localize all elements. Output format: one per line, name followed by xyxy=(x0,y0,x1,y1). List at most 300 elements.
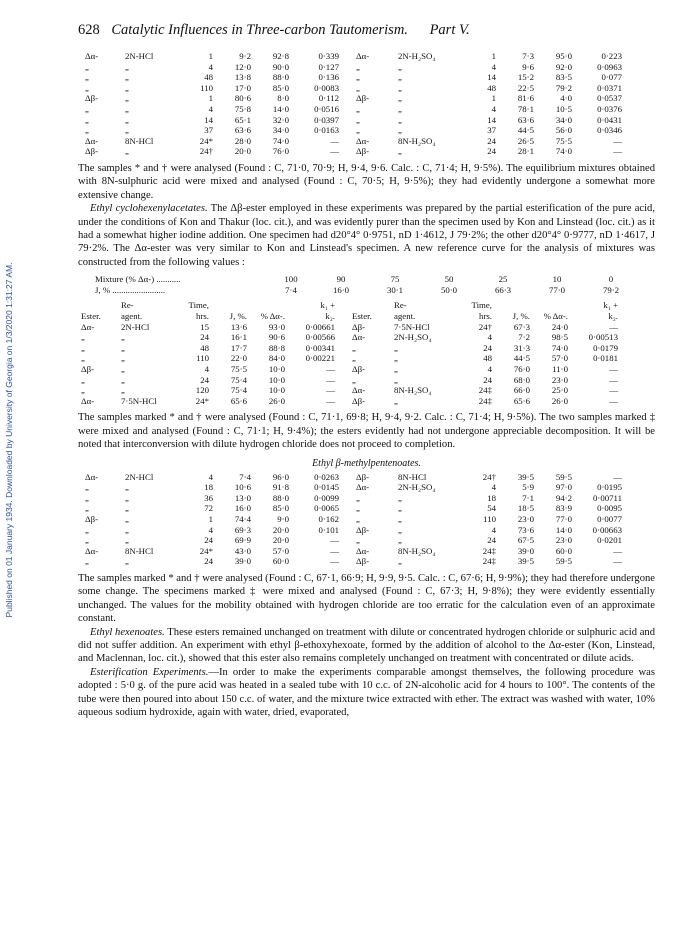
table-cell: 4 xyxy=(487,363,492,374)
table-cell: 0·0376 xyxy=(597,103,622,114)
table-cell: 59·5 xyxy=(555,556,572,567)
table-header-row xyxy=(78,311,621,322)
table-row xyxy=(82,472,625,483)
table-cell: 15·2 xyxy=(517,72,534,83)
download-watermark-text: Published on 01 January 1934. Downloaded by University of Georgia on 1/3/2020 1:31:27 AM. xyxy=(4,262,14,618)
table-cell: „ xyxy=(356,503,360,514)
table-cell: „ xyxy=(356,513,360,524)
ref-cell: 25 xyxy=(498,274,508,285)
table-cell: 0·00661 xyxy=(305,321,335,332)
table-cell: 80·6 xyxy=(234,93,251,104)
table-cell: 96·0 xyxy=(272,471,289,482)
table-cell: „ xyxy=(125,535,129,546)
table-cell: 1 xyxy=(491,93,496,104)
table-cell: 9·6 xyxy=(522,61,534,72)
table-cell: 18·5 xyxy=(517,503,534,514)
paragraph-5-lead: Ethyl hexenoates. xyxy=(90,626,165,638)
table-cell: „ xyxy=(85,503,89,514)
table-cell: „ xyxy=(121,363,125,374)
table-cell: 4 xyxy=(208,61,213,72)
table-cell: — xyxy=(326,363,335,374)
table-cell: 0·0963 xyxy=(597,61,622,72)
table-cell: 8N-HCl xyxy=(125,545,154,556)
table-cell: 85·0 xyxy=(272,82,289,93)
table-row xyxy=(82,482,625,493)
table-cell: 59·5 xyxy=(555,471,572,482)
table-cell: „ xyxy=(356,61,360,72)
table-cell: „ xyxy=(125,103,129,114)
table-cell: Δα- xyxy=(356,135,370,146)
paragraph-3: The samples marked * and † were analysed (Found : C, 71·1, 69·8; H, 9·4, 9·2. Calc. : C, 71·4; H, 9·5%). The two samples marked ‡ were mixed and analysed (Found : C, 71·1; H, 9·4%); the esters evidently had not undergone appreciable decomposition. It will be noted that interconversion with dilute hydrogen chloride does not proceed to completion. xyxy=(78,412,655,451)
table-cell: 8N-H₂SO₄ xyxy=(398,135,436,146)
table-cell: 24 xyxy=(204,535,213,546)
table-cell: 0·00341 xyxy=(305,342,335,353)
table-cell: 92·0 xyxy=(555,61,572,72)
table-cell: 10·0 xyxy=(268,363,285,374)
table-cell: J, %. xyxy=(229,310,247,321)
table-cell: 0·0181 xyxy=(593,353,618,364)
table-cell: „ xyxy=(398,556,402,567)
table-cell: 24‡ xyxy=(482,545,496,556)
table-cell: Δα- xyxy=(81,395,95,406)
table-cell: — xyxy=(330,556,339,567)
table-cell: 110 xyxy=(200,82,213,93)
table-cell: % Δα-. xyxy=(543,310,568,321)
table-cell: 78·1 xyxy=(517,103,534,114)
table-cell: 16·1 xyxy=(230,332,247,343)
paragraph-2 xyxy=(78,202,655,269)
table-cell: 88·0 xyxy=(272,72,289,83)
table-cell: 75·4 xyxy=(230,374,247,385)
table-cell: 26·5 xyxy=(517,135,534,146)
table-cell: 7·5N-HCl xyxy=(394,321,430,332)
table-cell: — xyxy=(326,385,335,396)
table-cell: Δα- xyxy=(356,482,370,493)
table-cell: 2N-H₂SO₄ xyxy=(398,482,436,493)
table-row xyxy=(82,72,625,83)
table-cell: 94·2 xyxy=(555,492,572,503)
table-cell: „ xyxy=(394,342,398,353)
table-cell: — xyxy=(609,363,618,374)
table-cell: „ xyxy=(85,114,89,125)
table-cell: 95·0 xyxy=(555,51,572,61)
table-cell: „ xyxy=(394,374,398,385)
table-cell: 65·6 xyxy=(230,395,247,406)
table-cell: Δα- xyxy=(85,471,99,482)
table-cell: 76·0 xyxy=(513,363,530,374)
table-cell: 24* xyxy=(199,135,213,146)
table-cell: 81·6 xyxy=(517,93,534,104)
table-cell xyxy=(495,300,533,311)
table-2 xyxy=(78,300,621,406)
table-cell: 24 xyxy=(487,535,496,546)
table-cell: 0·136 xyxy=(318,72,339,83)
table-cell: „ xyxy=(125,513,129,524)
table-cell: 0·0083 xyxy=(314,82,339,93)
table-cell: 0·00711 xyxy=(593,492,622,503)
table-cell: k₁ + xyxy=(603,300,618,311)
table-row xyxy=(82,525,625,536)
table-cell: 7·1 xyxy=(522,492,534,503)
table-cell: „ xyxy=(121,342,125,353)
table-cell: „ xyxy=(352,374,356,385)
table-cell: Δα- xyxy=(352,385,366,396)
table-cell: Δβ- xyxy=(356,524,370,535)
table-cell: 44·5 xyxy=(517,125,534,136)
table-cell: Δβ- xyxy=(352,321,366,332)
table-cell: „ xyxy=(121,374,125,385)
table-cell: 75·5 xyxy=(230,363,247,374)
table-cell: 24 xyxy=(200,332,209,343)
table-cell: agent. xyxy=(394,310,416,321)
table-cell: 13·8 xyxy=(234,72,251,83)
table-cell: k₂. xyxy=(608,310,618,321)
table-cell xyxy=(338,300,391,311)
download-watermark xyxy=(2,140,16,740)
table-cell: 0·0065 xyxy=(314,503,339,514)
table-cell: 83·5 xyxy=(555,72,572,83)
table-cell: 76·0 xyxy=(272,146,289,157)
table-cell: 4 xyxy=(487,332,492,343)
table-cell: 73·6 xyxy=(517,524,534,535)
table-cell: 75·8 xyxy=(234,103,251,114)
table-cell: Δβ- xyxy=(356,556,370,567)
table-cell: Ester. xyxy=(81,310,101,321)
table-cell: 68·0 xyxy=(513,374,530,385)
table-cell: 1 xyxy=(491,51,496,61)
table-cell: 13·6 xyxy=(230,321,247,332)
table-cell: 26·0 xyxy=(551,395,568,406)
table-cell: 14 xyxy=(487,72,496,83)
table-cell: hrs. xyxy=(479,310,492,321)
table-cell: — xyxy=(330,146,339,157)
table-cell: 85·0 xyxy=(272,503,289,514)
table-cell: 4 xyxy=(491,482,496,493)
table-cell: „ xyxy=(85,482,89,493)
table-cell: 0·0145 xyxy=(314,482,339,493)
table-cell: 37 xyxy=(204,125,213,136)
table-cell: 44·5 xyxy=(513,353,530,364)
table-cell: 7·5N-HCl xyxy=(121,395,157,406)
table-cell: Δβ- xyxy=(356,146,370,157)
table-cell: 14 xyxy=(487,114,496,125)
table-cell: 7·2 xyxy=(518,332,530,343)
table-cell: 7·3 xyxy=(522,51,534,61)
table-cell: 90·0 xyxy=(272,61,289,72)
table-cell: 0·339 xyxy=(318,51,339,61)
reference-curve-table xyxy=(92,274,638,295)
table-cell: „ xyxy=(125,492,129,503)
table-cell: 2N-HCl xyxy=(125,471,154,482)
table-cell xyxy=(533,300,571,311)
table-cell: „ xyxy=(121,353,125,364)
table-cell: 77·0 xyxy=(555,513,572,524)
table-cell: 28·1 xyxy=(517,146,534,157)
table-cell: 15 xyxy=(200,321,209,332)
table-cell: „ xyxy=(125,146,129,157)
table-cell: „ xyxy=(398,125,402,136)
table-cell: „ xyxy=(85,492,89,503)
table-cell: 24·0 xyxy=(551,321,568,332)
table-cell: 48 xyxy=(487,82,496,93)
table-row xyxy=(82,115,625,126)
table-cell: 24‡ xyxy=(478,385,492,396)
table-cell: 69·3 xyxy=(234,524,251,535)
table-cell: 0·223 xyxy=(601,51,622,61)
running-title: Catalytic Influences in Three-carbon Tautomerism. xyxy=(111,22,408,38)
table-cell: 0·0371 xyxy=(597,82,622,93)
table-cell: Time, xyxy=(471,300,492,311)
table-cell: 24 xyxy=(483,374,492,385)
table-cell: J, %. xyxy=(512,310,530,321)
table-cell: 10·0 xyxy=(268,385,285,396)
table-cell: 74·4 xyxy=(234,513,251,524)
table-cell: 54 xyxy=(487,503,496,514)
table-cell: 57·0 xyxy=(272,545,289,556)
table-cell: 0·101 xyxy=(318,524,339,535)
table-cell: 39·0 xyxy=(234,556,251,567)
table-cell: 65·1 xyxy=(234,114,251,125)
table-cell: 34·0 xyxy=(555,114,572,125)
table-cell: „ xyxy=(125,82,129,93)
table-cell: „ xyxy=(81,374,85,385)
table-row xyxy=(82,125,625,136)
table-cell: 0·0431 xyxy=(597,114,622,125)
table-cell: Δβ- xyxy=(85,146,99,157)
table-cell: 32·0 xyxy=(272,114,289,125)
table-cell: 28·0 xyxy=(234,135,251,146)
table-cell: 0·0099 xyxy=(314,492,339,503)
table-cell: 5·9 xyxy=(522,482,534,493)
page-number: 628 xyxy=(78,22,100,38)
table-cell xyxy=(212,300,250,311)
table-cell: „ xyxy=(125,482,129,493)
table-row xyxy=(78,322,621,333)
ref-cell: 50·0 xyxy=(440,284,458,295)
paragraph-6 xyxy=(78,666,655,720)
table-cell: 24† xyxy=(478,321,492,332)
table-cell: Δα- xyxy=(85,545,99,556)
table-3-caption: Ethyl β-methylpentenoates. xyxy=(312,457,421,469)
table-cell: 8N-H₂SO₄ xyxy=(398,545,436,556)
table-cell: 14 xyxy=(204,114,213,125)
table-cell: „ xyxy=(121,385,125,396)
table-cell: — xyxy=(613,471,622,482)
table-cell: Δα- xyxy=(356,51,370,61)
table-cell: 20·0 xyxy=(234,146,251,157)
table-cell: 8·0 xyxy=(277,93,289,104)
table-cell: 75·4 xyxy=(230,385,247,396)
table-cell: 63·6 xyxy=(234,125,251,136)
table-cell: „ xyxy=(125,524,129,535)
table-cell: „ xyxy=(125,72,129,83)
table-cell: „ xyxy=(356,72,360,83)
table-cell: 0·077 xyxy=(601,72,622,83)
table-cell: Δα- xyxy=(352,332,366,343)
table-cell: 93·0 xyxy=(268,321,285,332)
table-cell: — xyxy=(330,135,339,146)
table-cell: „ xyxy=(398,61,402,72)
table-cell: 2N-HCl xyxy=(125,51,154,61)
table-cell: 0·0516 xyxy=(314,103,339,114)
table-cell: 48 xyxy=(483,353,492,364)
table-cell: „ xyxy=(85,535,89,546)
table-cell: — xyxy=(609,321,618,332)
ref-label-mixture: Mixture (% Δα-) ........... xyxy=(95,274,181,285)
table-cell: 22·0 xyxy=(230,353,247,364)
table-cell: — xyxy=(326,374,335,385)
ref-cell: 50 xyxy=(444,274,454,285)
table-row xyxy=(82,514,625,525)
table-cell: Δα- xyxy=(356,545,370,556)
ref-cell: 90 xyxy=(336,274,346,285)
table-cell: 14·0 xyxy=(555,524,572,535)
table-cell: „ xyxy=(125,61,129,72)
table-cell: „ xyxy=(394,395,398,406)
table-row xyxy=(78,385,621,396)
table-row xyxy=(82,83,625,94)
table-cell: 20·0 xyxy=(272,535,289,546)
table-row xyxy=(78,375,621,386)
table-cell: 0·00566 xyxy=(305,332,335,343)
table-header-row xyxy=(78,300,621,311)
paragraph-5-text: These esters remained unchanged on treatment with dilute or concentrated hydrogen chloride or sulphuric acid and did not suffer addition. An experiment with ethyl β-ethoxyhexoate, formed by the addition of alcohol to the Δα-ester (Kon, Linstead, and Maclennan, loc. cit.), showed that this ester also remains completely unchanged on treatment with concentrated or dilute acids. xyxy=(78,626,655,665)
table-cell: 24 xyxy=(487,146,496,157)
table-cell: 120 xyxy=(195,385,209,396)
table-cell: „ xyxy=(85,556,89,567)
paragraph-6-lead: Esterification Experiments. xyxy=(90,666,209,678)
table-cell: 37 xyxy=(487,125,496,136)
table-cell: — xyxy=(609,374,618,385)
table-cell: 56·0 xyxy=(555,125,572,136)
table-cell: 4 xyxy=(491,61,496,72)
table-cell: 7·4 xyxy=(239,471,251,482)
table-cell: 0·0201 xyxy=(597,535,622,546)
running-header xyxy=(78,22,655,39)
table-cell: 24† xyxy=(199,146,213,157)
ref-cell: 0 xyxy=(608,274,614,285)
table-row xyxy=(78,396,621,407)
table-cell: 24 xyxy=(204,556,213,567)
table-cell: 75·5 xyxy=(555,135,572,146)
paragraph-6-text: —In order to make the experiments comparable amongst themselves, the following procedure was adopted : 5·0 g. of the pure acid was heated in a sealed tube with 10 c.c. of 2N-alcoholic acid for 4 hours to 100°. The contents of the tube were then poured into about 150 c.c. of water, and the mixture twice extracted with ether. The extract was washed with water, 10% aqueous sodium hydroxide, again with water, dried, evaporated, xyxy=(78,666,655,718)
table-cell: 83·9 xyxy=(555,503,572,514)
table-cell: 12·0 xyxy=(234,61,251,72)
table-cell: 39·5 xyxy=(517,471,534,482)
table-cell: 24† xyxy=(482,471,496,482)
table-cell: 0·00221 xyxy=(305,353,335,364)
table-cell: „ xyxy=(125,503,129,514)
table-row xyxy=(82,146,625,157)
table-cell: 9·0 xyxy=(277,513,289,524)
paragraph-5 xyxy=(78,626,655,666)
table-cell: „ xyxy=(85,103,89,114)
table-cell: 23·0 xyxy=(517,513,534,524)
paragraph-2-text: The Δβ-ester employed in these experiments was prepared by the partial esterification of the pure acid, under the conditions of Kon and Thakur (loc. cit.), and was evidently purer than the specimen used by Kon and Linstead (loc. cit.) as it had a somewhat higher iodine addition. One specimen had d20°4° 0·9751, nD 1·4612, J 79·2%; the other d20°4° 0·9777, nD 1·4617, J 79·2%. The Δα-ester was very similar to Kon and Linstead's specimen. A new reference curve for the analysis of mixtures was constructed from the following values : xyxy=(78,203,655,268)
table-cell: 34·0 xyxy=(272,125,289,136)
table-3 xyxy=(82,472,625,567)
table-cell: % Δα-. xyxy=(260,310,285,321)
table-cell: 74·0 xyxy=(551,342,568,353)
table-cell: „ xyxy=(398,82,402,93)
table-cell: „ xyxy=(394,353,398,364)
table-cell: 0·162 xyxy=(318,513,339,524)
table-cell: 0·0537 xyxy=(597,93,622,104)
ref-cell: 79·2 xyxy=(602,284,620,295)
table-cell: 1 xyxy=(208,513,213,524)
table-cell: Δα- xyxy=(85,51,99,61)
table-cell: 43·0 xyxy=(234,545,251,556)
table-cell: „ xyxy=(85,125,89,136)
table-cell: k₁ + xyxy=(320,300,335,311)
table-cell: 66·0 xyxy=(513,385,530,396)
table-cell: Δβ- xyxy=(356,471,370,482)
table-row xyxy=(82,556,625,567)
table-cell: „ xyxy=(356,492,360,503)
table-cell: „ xyxy=(398,114,402,125)
table-cell: 4 xyxy=(491,524,496,535)
ref-row-j xyxy=(92,285,638,296)
ref-cell: 10 xyxy=(552,274,562,285)
table-cell: 36 xyxy=(204,492,213,503)
table-cell: 22·5 xyxy=(517,82,534,93)
table-cell: 11·0 xyxy=(552,363,568,374)
table-cell: 72 xyxy=(204,503,213,514)
table-cell: — xyxy=(330,535,339,546)
table-cell: 0·0095 xyxy=(597,503,622,514)
table-row xyxy=(82,546,625,557)
table-cell: 0·0163 xyxy=(314,125,339,136)
table-cell: 97·0 xyxy=(555,482,572,493)
table-cell: 4 xyxy=(204,363,209,374)
table-cell: 63·6 xyxy=(517,114,534,125)
table-cell: 1 xyxy=(208,93,213,104)
table-cell: „ xyxy=(398,535,402,546)
table-cell: 24‡ xyxy=(478,395,492,406)
table-cell: — xyxy=(609,395,618,406)
table-cell: 98·5 xyxy=(551,332,568,343)
table-cell: 31·3 xyxy=(513,342,530,353)
table-cell: 9·2 xyxy=(239,51,251,61)
paragraph-2-lead: Ethyl cyclohexenylacetates. xyxy=(90,203,208,215)
ref-cell: 100 xyxy=(284,274,298,285)
table-cell: „ xyxy=(356,125,360,136)
table-cell: 74·0 xyxy=(555,146,572,157)
table-cell: „ xyxy=(125,114,129,125)
table-cell: „ xyxy=(398,93,402,104)
table-cell: 26·0 xyxy=(268,395,285,406)
page xyxy=(78,22,655,719)
table-cell: 0·0397 xyxy=(314,114,339,125)
table-cell: 24 xyxy=(487,135,496,146)
table-cell: 23·0 xyxy=(555,535,572,546)
table-row xyxy=(82,62,625,73)
table-cell: 110 xyxy=(483,513,496,524)
table-row xyxy=(78,332,621,343)
table-cell: Time, xyxy=(188,300,209,311)
table-cell: 20·0 xyxy=(272,524,289,535)
table-cell: „ xyxy=(398,72,402,83)
table-cell: „ xyxy=(398,146,402,157)
table-row xyxy=(82,493,625,504)
table-cell: 88·8 xyxy=(268,342,285,353)
table-cell: 24* xyxy=(199,545,213,556)
table-cell: 84·0 xyxy=(268,353,285,364)
table-row xyxy=(78,364,621,375)
table-cell: 90·6 xyxy=(268,332,285,343)
table-cell: 4 xyxy=(208,524,213,535)
table-cell: — xyxy=(613,545,622,556)
